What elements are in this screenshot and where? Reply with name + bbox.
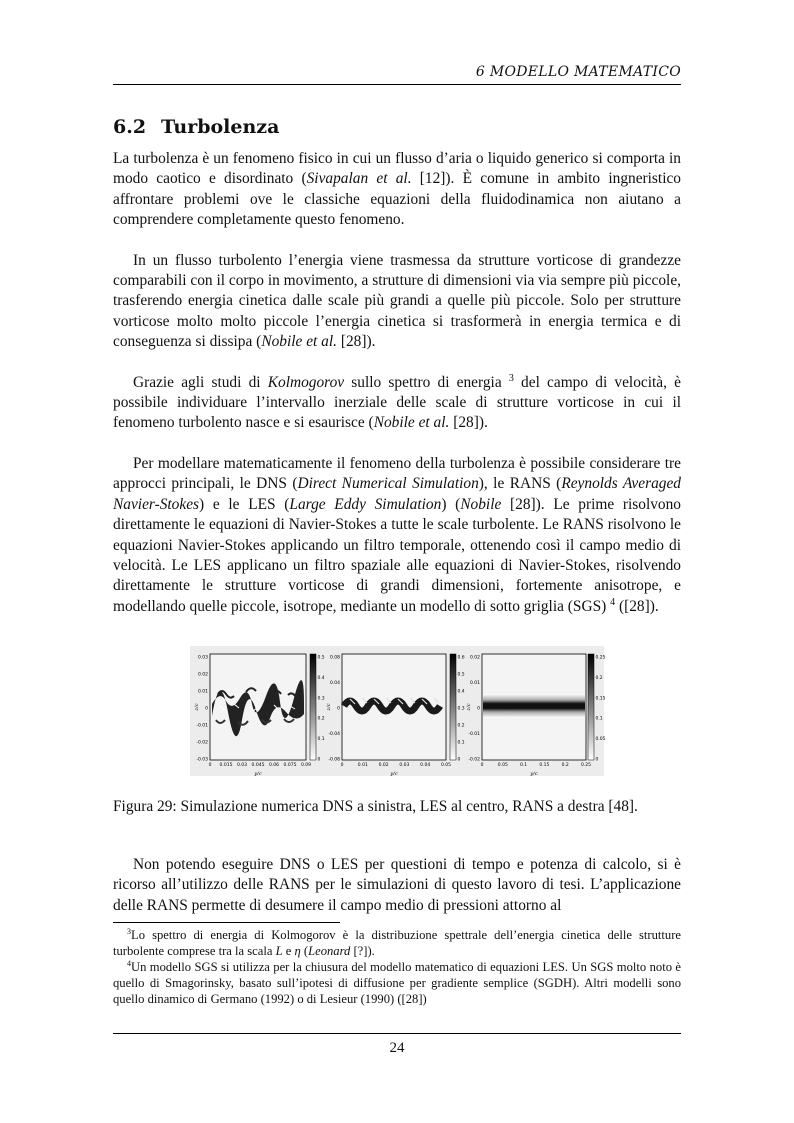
colorbar-tick-label: 0.2: [457, 723, 465, 729]
x-tick-label: 0.06: [268, 763, 280, 768]
colorbar-tick-label: 0.4: [457, 689, 465, 695]
y-tick-label: 0: [205, 706, 208, 712]
figure-simulations: [190, 646, 604, 776]
colorbar-tick-label: 0.05: [595, 737, 606, 743]
x-tick-label: 0.015: [219, 763, 233, 768]
x-tick-label: 0.25: [580, 763, 592, 768]
paragraph-4: Per modellare matematicamente il fenomeno della turbolenza è possibile considerare tre approcci principali, le DNS (Direct Numerical Simulation), le RANS (Reynolds Averaged Navier-Stokes) e le LES (Large Eddy Simulation) (Nobile [28]). Le prime risolvono direttamente le equazioni di Navier-Stokes a tutte le scale turbolente. Le RANS risolvono le equazioni Navier-Stokes applicando un filtro temporale, ottenendo così il campo medio di velocità. Le LES applicano un filtro spaziale alle equazioni di Navier-Stokes, risolvendo direttamente le strutture vorticose di grandi dimensioni, fortemente anisotrope, e modellando quelle piccole, isotrope, mediante un modello di sotto griglia (SGS) $^4$ ([28]).: [113, 454, 681, 615]
axis-label-y: z/c: [194, 703, 200, 711]
footnotes: [113, 927, 681, 1007]
x-tick-label: 0.04: [420, 763, 431, 768]
figure-svg: [190, 646, 604, 776]
section-number: 6.2: [113, 116, 147, 138]
body-text-continuation: [113, 855, 681, 916]
running-header: 6 MODELLO MATEMATICO: [113, 64, 681, 85]
panel-les: [326, 654, 465, 777]
y-tick-label: 0.02: [469, 655, 480, 661]
x-tick-label: 0.1: [520, 763, 528, 768]
axis-label-y: z/c: [326, 703, 332, 711]
x-tick-label: 0.02: [378, 763, 389, 768]
x-tick-label: 0.09: [300, 763, 312, 768]
paragraph-2: In un flusso turbolento l’energia viene trasmessa da strutture vorticose di grandezze comparabili con il corpo in movimento, a strutture di dimensioni via via sempre più piccole, trasferendo energia cinetica dalle scale più grandi a quelle più piccole. Solo per strutture vorticose molto molto piccole l’energia cinetica si trasformerà in energia termica e di conseguenza si dissipa (Nobile et al. [28]).: [113, 251, 681, 351]
footer-rule: [113, 1033, 681, 1034]
y-tick-label: 0.01: [469, 681, 480, 686]
colorbar-tick-label: 0.3: [457, 706, 465, 712]
colorbar-tick-label: 0.1: [317, 737, 325, 743]
y-tick-label: 0.02: [197, 672, 208, 678]
y-tick-label: -0.01: [468, 732, 480, 737]
paragraph-5: Non potendo eseguire DNS o LES per questioni di tempo e potenza di calcolo, si è ricorso all’utilizzo delle RANS per le simulazioni di questo lavoro di tesi. L’applicazione delle RANS permette di desumere il campo medio di pressioni attorno al: [113, 856, 681, 914]
paragraph-1: La turbolenza è un fenomeno fisico in cui un flusso d’aria o liquido generico si comporta in modo caotico e disordinato (Sivapalan et al. [12]). È comune in ambito ingneristico affrontare problemi ove le classiche equazioni della fluidodinamica non aiutano a comprendere completamente questo fenomeno.: [113, 150, 682, 229]
panel-dns: [194, 654, 325, 777]
colorbar-tick-label: 0.1: [457, 740, 465, 746]
citation: Nobile et al.: [373, 414, 450, 432]
colorbar-tick-label: 0.2: [317, 716, 325, 722]
axis-label-x: y/c: [530, 771, 538, 777]
x-tick-label: 0.15: [539, 763, 550, 768]
colorbar-tick-label: 0.2: [595, 675, 603, 681]
axis-label-x: y/c: [390, 771, 398, 777]
colorbar-tick-label: 0: [595, 757, 599, 763]
footnote-separator: [113, 922, 340, 923]
page-number: 24: [389, 1040, 405, 1056]
x-tick-label: 0: [480, 763, 484, 768]
figure-caption: Figura 29: Simulazione numerica DNS a sinistra, LES al centro, RANS a destra [48].: [113, 798, 638, 815]
author-name: Kolmogorov: [267, 373, 345, 391]
colorbar-tick-label: 0: [457, 757, 461, 763]
x-tick-label: 0.045: [251, 763, 265, 768]
footnote-4: $^4$Un modello SGS si utilizza per la chiusura del modello matematico di equazioni LES. Un SGS molto noto è quello di Smagorinsky, basato sull’ipotesi di diffusione per gradiente semplice (SGDH). Altri modelli sono quello dinamico di Germano (1992) o di Lesieur (1990) ([28]): [113, 959, 681, 1006]
y-tick-label: 0.03: [197, 655, 208, 661]
footnote-ref-3[interactable]: 3: [508, 372, 514, 384]
citation: Nobile: [460, 495, 502, 513]
body-text: [113, 149, 681, 637]
paragraph-3: Grazie agli studi di Kolmogorov sullo spettro di energia $^3$ del campo di velocità, è possibile individuare l’intervallo inerziale delle scale di strutture vorticose in cui il fenomeno turbolento nasce e si esaurisce (Nobile et al. [28]).: [113, 372, 681, 432]
colorbar-tick-label: 0.6: [457, 655, 465, 661]
section-heading: [113, 116, 279, 138]
colorbar-tick-label: 0.5: [317, 655, 325, 661]
colorbar-tick-label: 0.25: [595, 655, 606, 661]
colorbar-tick-label: 0.4: [317, 675, 325, 681]
x-tick-label: 0.05: [440, 763, 452, 768]
y-tick-label: 0: [477, 706, 480, 712]
colorbar-tick-label: 0.3: [317, 696, 325, 702]
x-tick-label: 0.2: [561, 763, 569, 768]
axis-label-y: z/c: [466, 703, 472, 711]
colorbar-tick-label: 0: [317, 757, 321, 763]
x-tick-label: 0: [208, 763, 212, 768]
y-tick-label: -0.08: [328, 757, 340, 763]
y-tick-label: -0.03: [196, 757, 208, 763]
y-tick-label: 0.01: [197, 689, 208, 695]
x-tick-label: 0: [340, 763, 344, 768]
section-title: Turbolenza: [161, 116, 280, 138]
colorbar-tick-label: 0.1: [595, 716, 603, 722]
y-tick-label: 0: [337, 706, 340, 712]
y-tick-label: -0.02: [196, 740, 208, 746]
axis-label-x: y/c: [254, 771, 262, 777]
y-tick-label: 0.08: [329, 655, 340, 661]
panel-rans: [466, 654, 606, 777]
footnote-ref-4[interactable]: 4: [610, 596, 616, 608]
rans-mean-band: [483, 694, 585, 718]
x-tick-label: 0.03: [236, 763, 248, 768]
y-tick-label: -0.01: [196, 723, 208, 729]
footnote-3: $^3$Lo spettro di energia di Kolmogorov è la distribuzione spettrale dell’energia cinetica delle strutture turbolente comprese tra la scala L e η (Leonard [?]).: [113, 927, 681, 958]
x-tick-label: 0.01: [357, 763, 368, 768]
colorbar-tick-label: 0.15: [595, 696, 606, 702]
x-tick-label: 0.05: [497, 763, 508, 768]
colorbar-tick-label: 0.5: [457, 672, 465, 678]
y-tick-label: -0.04: [328, 732, 340, 737]
x-tick-label: 0.075: [283, 763, 297, 768]
x-tick-label: 0.03: [399, 763, 410, 768]
y-tick-label: -0.02: [468, 757, 480, 763]
citation: Nobile et al.: [261, 333, 337, 351]
y-tick-label: 0.04: [329, 681, 340, 686]
citation: Sivapalan et al.: [306, 170, 412, 188]
